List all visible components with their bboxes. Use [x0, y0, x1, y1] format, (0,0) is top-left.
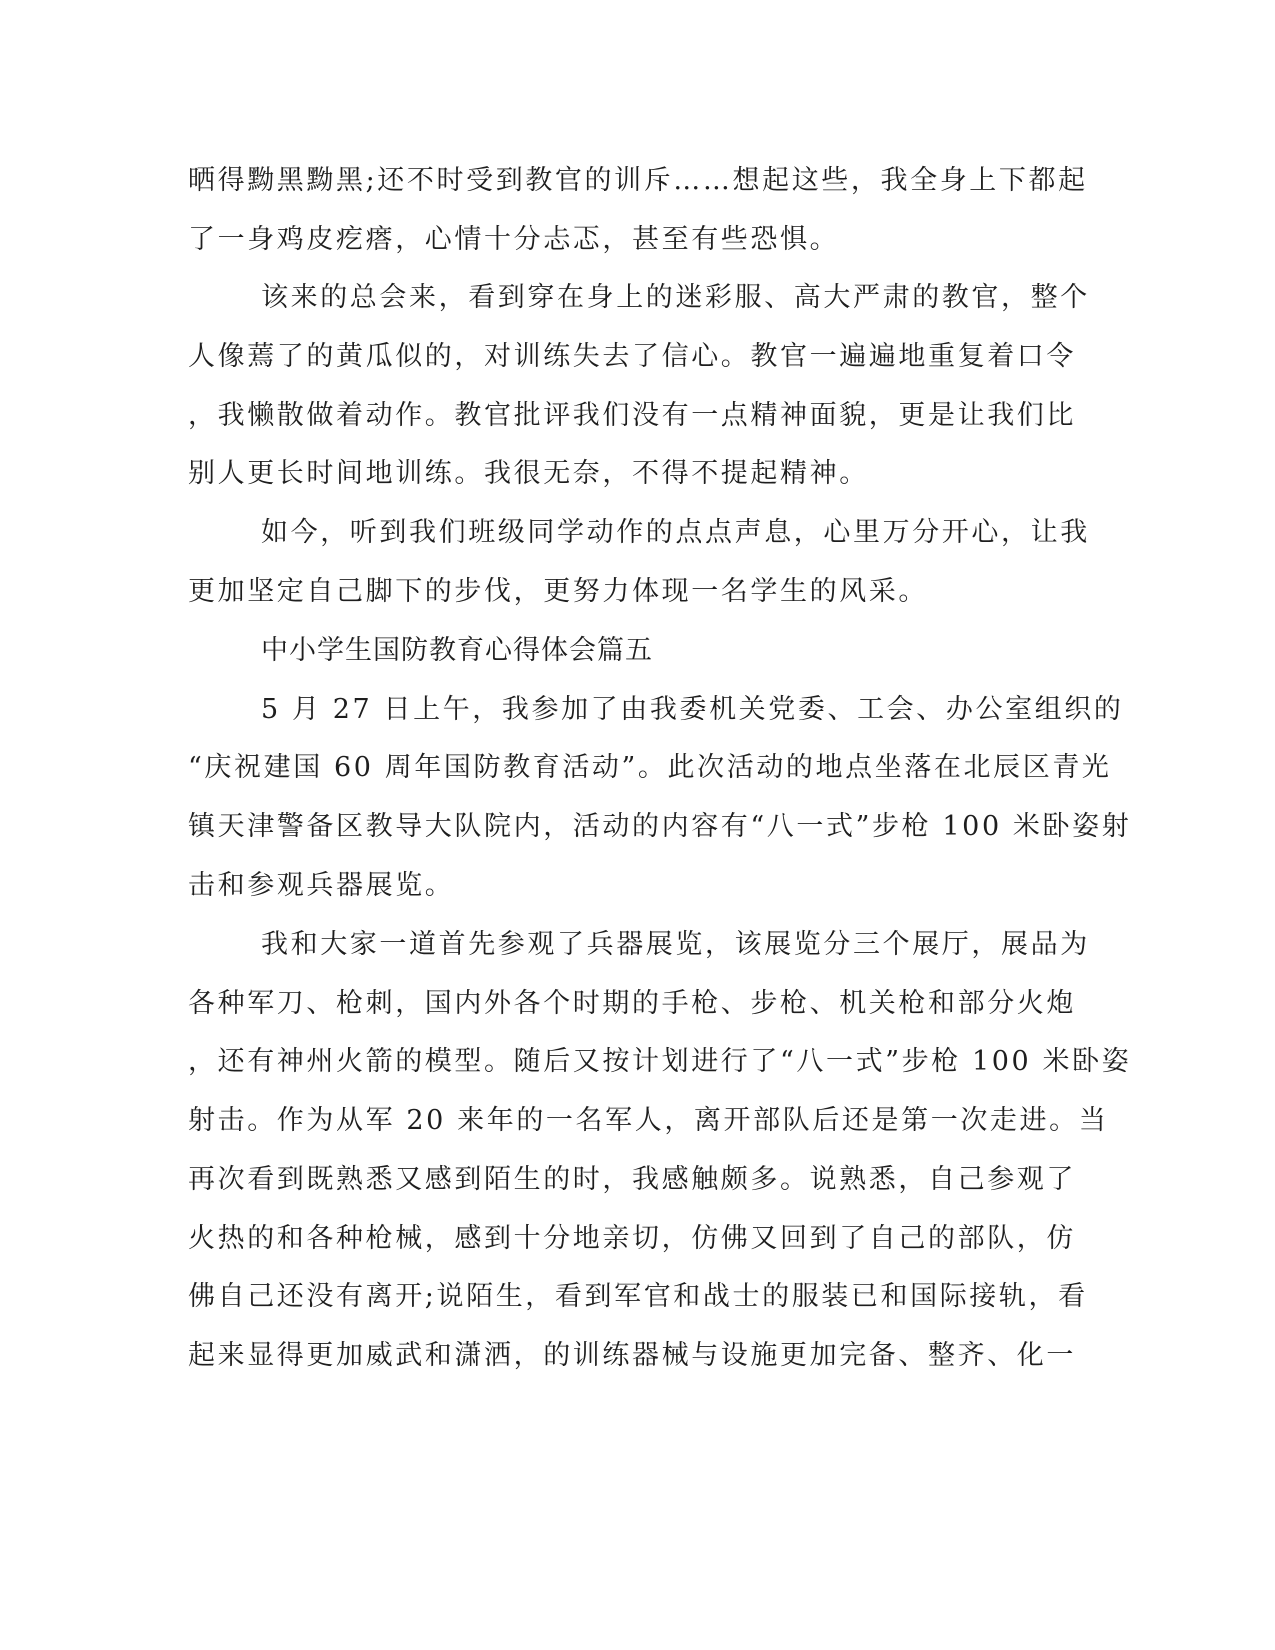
text-line: 人像蔫了的黄瓜似的，对训练失去了信心。教官一遍遍地重复着口令 — [188, 341, 1076, 372]
section-heading: 中小学生国防教育心得体会篇五 — [261, 635, 653, 666]
paragraph-start-line: 5 月 27 日上午，我参加了由我委机关党委、工会、办公室组织的 — [261, 694, 1124, 725]
text-line: 别人更长时间地训练。我很无奈，不得不提起精神。 — [188, 458, 869, 489]
text-line: 了一身鸡皮疙瘩，心情十分忐忑，甚至有些恐惧。 — [188, 224, 840, 255]
text-line: 击和参观兵器展览。 — [188, 870, 455, 901]
text-line: ，还有神州火箭的模型。随后又按计划进行了“八一式”步枪 100 米卧姿 — [188, 1046, 1132, 1077]
text-line: 再次看到既熟悉又感到陌生的时，我感触颇多。说熟悉，自己参观了 — [188, 1164, 1076, 1195]
text-line: 镇天津警备区教导大队院内，活动的内容有“八一式”步枪 100 米卧姿射 — [188, 811, 1132, 842]
paragraph-start-line: 如今，听到我们班级同学动作的点点声息，心里万分开心，让我 — [261, 517, 1090, 548]
text-line: 晒得黝黑黝黑;还不时受到教官的训斥……想起这些，我全身上下都起 — [188, 165, 1088, 196]
paragraph-start-line: 该来的总会来，看到穿在身上的迷彩服、高大严肃的教官，整个 — [261, 282, 1090, 313]
paragraph-start-line: 我和大家一道首先参观了兵器展览，该展览分三个展厅，展品为 — [261, 929, 1090, 960]
text-line: 各种军刀、枪刺，国内外各个时期的手枪、步枪、机关枪和部分火炮 — [188, 988, 1076, 1019]
text-line: 更加坚定自己脚下的步伐，更努力体现一名学生的风采。 — [188, 576, 928, 607]
text-line: 佛自己还没有离开;说陌生，看到军官和战士的服装已和国际接轨，看 — [188, 1281, 1088, 1312]
text-line: “庆祝建国 60 周年国防教育活动”。此次活动的地点坐落在北辰区青光 — [188, 752, 1112, 783]
text-line: 火热的和各种枪械，感到十分地亲切，仿佛又回到了自己的部队，仿 — [188, 1223, 1076, 1254]
text-line: 射击。作为从军 20 来年的一名军人，离开部队后还是第一次走进。当 — [188, 1105, 1109, 1136]
text-line: ，我懒散做着动作。教官批评我们没有一点精神面貌，更是让我们比 — [188, 400, 1076, 431]
text-line: 起来显得更加威武和潇洒，的训练器械与设施更加完备、整齐、化一 — [188, 1340, 1076, 1371]
